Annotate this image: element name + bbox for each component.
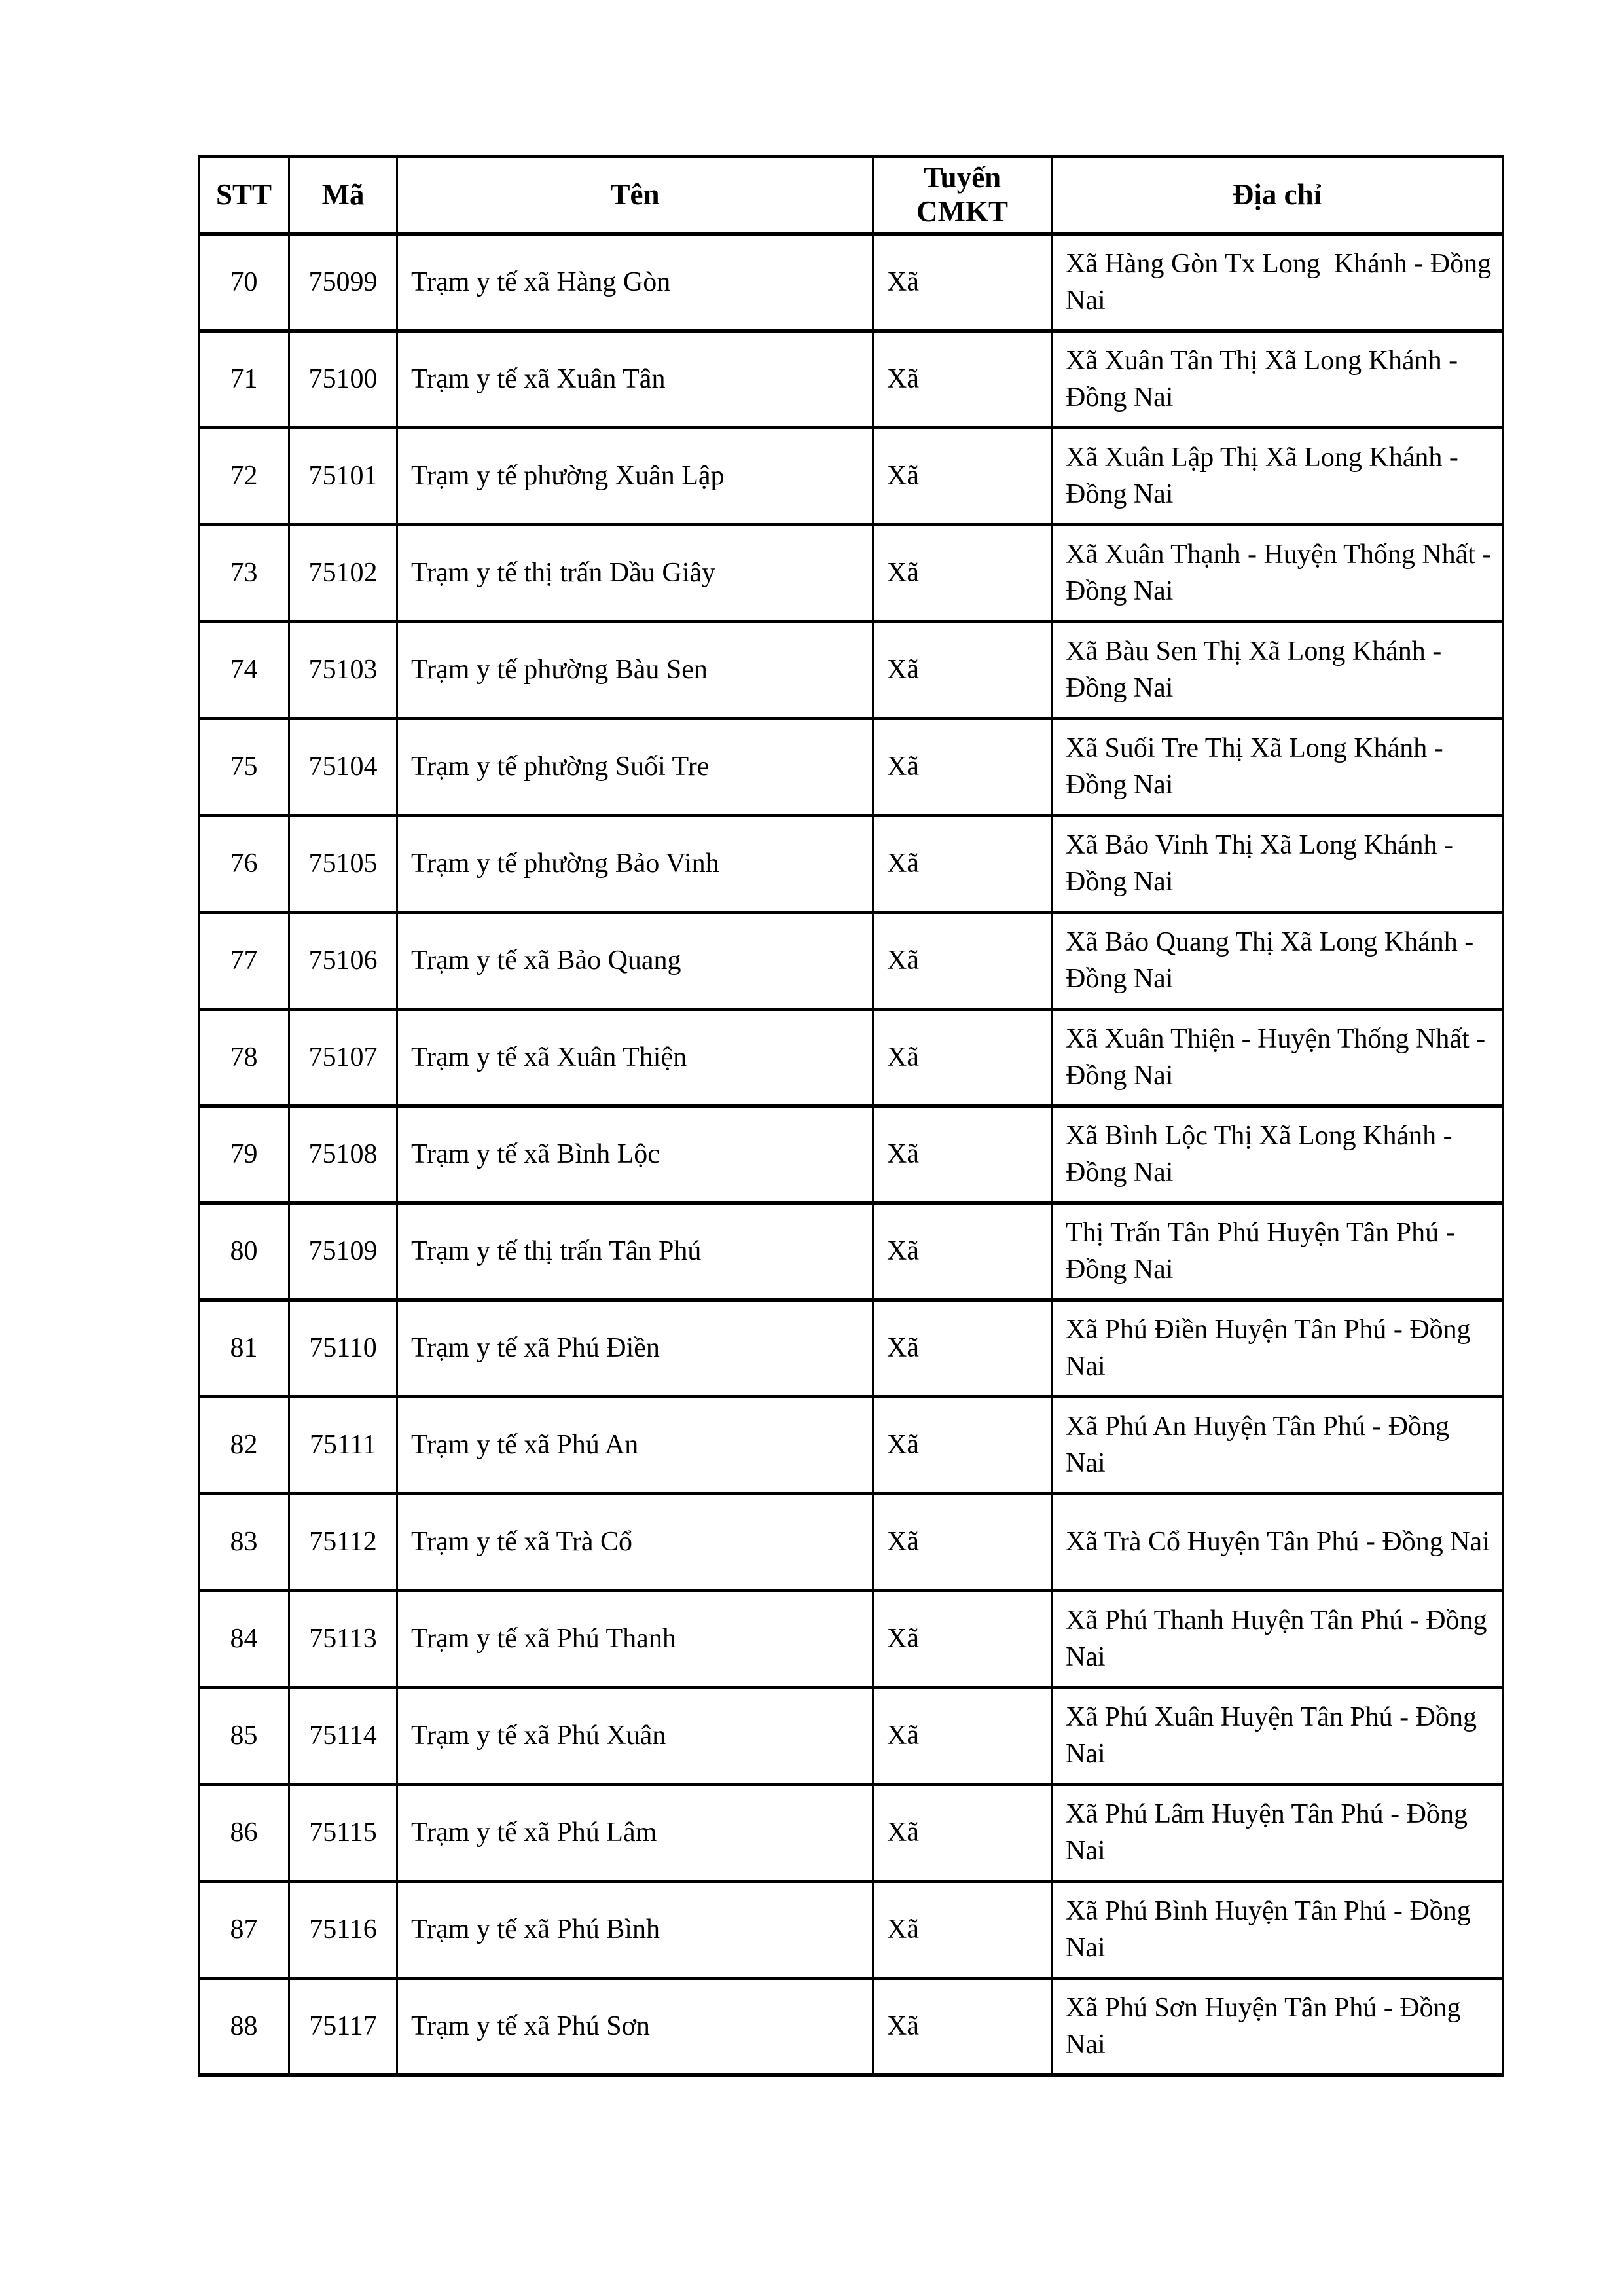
cell-tuyen-cmkt: Xã (873, 428, 1052, 525)
cell-ma: 75110 (289, 1300, 397, 1397)
table-row (199, 1591, 1503, 1688)
table-row (199, 1106, 1503, 1203)
cell-stt: 84 (199, 1591, 289, 1688)
table-row (199, 1688, 1503, 1785)
table-row (199, 525, 1503, 622)
cell-ten: Trạm y tế phường Bảo Vinh (397, 816, 873, 913)
table-row (199, 1494, 1503, 1591)
cell-ma: 75115 (289, 1785, 397, 1882)
cell-tuyen-cmkt: Xã (873, 1591, 1052, 1688)
cell-stt: 75 (199, 719, 289, 816)
cell-tuyen-cmkt: Xã (873, 331, 1052, 428)
cell-ten: Trạm y tế xã Phú Xuân (397, 1688, 873, 1785)
cell-ma: 75109 (289, 1203, 397, 1300)
cell-ma: 75100 (289, 331, 397, 428)
cell-ma: 75107 (289, 1010, 397, 1106)
cell-stt: 80 (199, 1203, 289, 1300)
cell-dia-chi: Xã Trà Cổ Huyện Tân Phú - Đồng Nai (1052, 1494, 1503, 1591)
cell-ten: Trạm y tế thị trấn Tân Phú (397, 1203, 873, 1300)
table-row (199, 331, 1503, 428)
cell-tuyen-cmkt: Xã (873, 1203, 1052, 1300)
cell-tuyen-cmkt: Xã (873, 1882, 1052, 1978)
header-dia-chi: Địa chỉ (1052, 156, 1503, 234)
table-row (199, 234, 1503, 331)
cell-dia-chi: Xã Phú Bình Huyện Tân Phú - Đồng Nai (1052, 1882, 1503, 1978)
cell-ten: Trạm y tế phường Xuân Lập (397, 428, 873, 525)
cell-stt: 72 (199, 428, 289, 525)
cell-dia-chi: Xã Xuân Thiện - Huyện Thống Nhất - Đồng Nai (1052, 1010, 1503, 1106)
cell-dia-chi: Xã Bình Lộc Thị Xã Long Khánh - Đồng Nai (1052, 1106, 1503, 1203)
cell-ten: Trạm y tế xã Bình Lộc (397, 1106, 873, 1203)
cell-ten: Trạm y tế xã Phú Sơn (397, 1978, 873, 2075)
cell-ma: 75102 (289, 525, 397, 622)
table-row (199, 719, 1503, 816)
cell-ten: Trạm y tế phường Bàu Sen (397, 622, 873, 719)
cell-stt: 86 (199, 1785, 289, 1882)
cell-ten: Trạm y tế xã Phú Thanh (397, 1591, 873, 1688)
cell-stt: 77 (199, 913, 289, 1010)
cell-dia-chi: Xã Phú Lâm Huyện Tân Phú - Đồng Nai (1052, 1785, 1503, 1882)
cell-tuyen-cmkt: Xã (873, 1300, 1052, 1397)
cell-ten: Trạm y tế phường Suối Tre (397, 719, 873, 816)
cell-stt: 78 (199, 1010, 289, 1106)
header-ma: Mã (289, 156, 397, 234)
table-row (199, 1300, 1503, 1397)
cell-dia-chi: Xã Hàng Gòn Tx Long Khánh - Đồng Nai (1052, 234, 1503, 331)
cell-ma: 75106 (289, 913, 397, 1010)
cell-ma: 75114 (289, 1688, 397, 1785)
cell-stt: 71 (199, 331, 289, 428)
cell-stt: 74 (199, 622, 289, 719)
cell-ma: 75103 (289, 622, 397, 719)
cell-tuyen-cmkt: Xã (873, 1106, 1052, 1203)
cell-stt: 87 (199, 1882, 289, 1978)
cell-stt: 79 (199, 1106, 289, 1203)
cell-tuyen-cmkt: Xã (873, 1397, 1052, 1494)
cell-dia-chi: Xã Bảo Quang Thị Xã Long Khánh - Đồng Nai (1052, 913, 1503, 1010)
header-stt: STT (199, 156, 289, 234)
cell-ten: Trạm y tế xã Phú Điền (397, 1300, 873, 1397)
cell-dia-chi: Xã Phú An Huyện Tân Phú - Đồng Nai (1052, 1397, 1503, 1494)
table-row (199, 816, 1503, 913)
cell-stt: 85 (199, 1688, 289, 1785)
cell-ma: 75108 (289, 1106, 397, 1203)
cell-dia-chi: Xã Bảo Vinh Thị Xã Long Khánh - Đồng Nai (1052, 816, 1503, 913)
cell-ma: 75117 (289, 1978, 397, 2075)
cell-ten: Trạm y tế xã Xuân Thiện (397, 1010, 873, 1106)
cell-dia-chi: Xã Phú Điền Huyện Tân Phú - Đồng Nai (1052, 1300, 1503, 1397)
cell-ma: 75101 (289, 428, 397, 525)
cell-dia-chi: Xã Xuân Lập Thị Xã Long Khánh - Đồng Nai (1052, 428, 1503, 525)
cell-dia-chi: Xã Xuân Tân Thị Xã Long Khánh - Đồng Nai (1052, 331, 1503, 428)
table-row (199, 1203, 1503, 1300)
cell-dia-chi: Xã Phú Xuân Huyện Tân Phú - Đồng Nai (1052, 1688, 1503, 1785)
table-row (199, 1010, 1503, 1106)
table-row (199, 1397, 1503, 1494)
table-row (199, 1978, 1503, 2075)
cell-tuyen-cmkt: Xã (873, 622, 1052, 719)
table-row (199, 913, 1503, 1010)
cell-stt: 83 (199, 1494, 289, 1591)
table-row (199, 428, 1503, 525)
cell-dia-chi: Xã Phú Thanh Huyện Tân Phú - Đồng Nai (1052, 1591, 1503, 1688)
cell-stt: 82 (199, 1397, 289, 1494)
cell-ma: 75112 (289, 1494, 397, 1591)
cell-tuyen-cmkt: Xã (873, 1688, 1052, 1785)
cell-tuyen-cmkt: Xã (873, 1785, 1052, 1882)
cell-stt: 73 (199, 525, 289, 622)
table-header-row (199, 156, 1503, 234)
cell-ten: Trạm y tế xã Phú Bình (397, 1882, 873, 1978)
cell-ten: Trạm y tế xã Phú An (397, 1397, 873, 1494)
table-row (199, 1882, 1503, 1978)
table-row (199, 1785, 1503, 1882)
health-stations-table (198, 155, 1504, 2077)
header-tuyen-cmkt: Tuyến CMKT (873, 156, 1052, 234)
cell-tuyen-cmkt: Xã (873, 719, 1052, 816)
cell-ma: 75105 (289, 816, 397, 913)
cell-ten: Trạm y tế xã Trà Cổ (397, 1494, 873, 1591)
cell-tuyen-cmkt: Xã (873, 1010, 1052, 1106)
cell-tuyen-cmkt: Xã (873, 1494, 1052, 1591)
cell-dia-chi: Xã Xuân Thạnh - Huyện Thống Nhất - Đồng Nai (1052, 525, 1503, 622)
cell-ma: 75099 (289, 234, 397, 331)
cell-dia-chi: Xã Suối Tre Thị Xã Long Khánh - Đồng Nai (1052, 719, 1503, 816)
cell-dia-chi: Thị Trấn Tân Phú Huyện Tân Phú - Đồng Nai (1052, 1203, 1503, 1300)
cell-tuyen-cmkt: Xã (873, 234, 1052, 331)
cell-dia-chi: Xã Bàu Sen Thị Xã Long Khánh - Đồng Nai (1052, 622, 1503, 719)
cell-stt: 81 (199, 1300, 289, 1397)
table-row (199, 622, 1503, 719)
cell-ten: Trạm y tế xã Hàng Gòn (397, 234, 873, 331)
header-ten: Tên (397, 156, 873, 234)
cell-stt: 88 (199, 1978, 289, 2075)
cell-tuyen-cmkt: Xã (873, 1978, 1052, 2075)
cell-ma: 75111 (289, 1397, 397, 1494)
cell-ten: Trạm y tế xã Bảo Quang (397, 913, 873, 1010)
cell-tuyen-cmkt: Xã (873, 525, 1052, 622)
cell-ma: 75104 (289, 719, 397, 816)
cell-dia-chi: Xã Phú Sơn Huyện Tân Phú - Đồng Nai (1052, 1978, 1503, 2075)
cell-ten: Trạm y tế xã Phú Lâm (397, 1785, 873, 1882)
cell-stt: 70 (199, 234, 289, 331)
cell-ma: 75116 (289, 1882, 397, 1978)
cell-ten: Trạm y tế thị trấn Dầu Giây (397, 525, 873, 622)
cell-ten: Trạm y tế xã Xuân Tân (397, 331, 873, 428)
cell-ma: 75113 (289, 1591, 397, 1688)
cell-tuyen-cmkt: Xã (873, 913, 1052, 1010)
cell-tuyen-cmkt: Xã (873, 816, 1052, 913)
cell-stt: 76 (199, 816, 289, 913)
